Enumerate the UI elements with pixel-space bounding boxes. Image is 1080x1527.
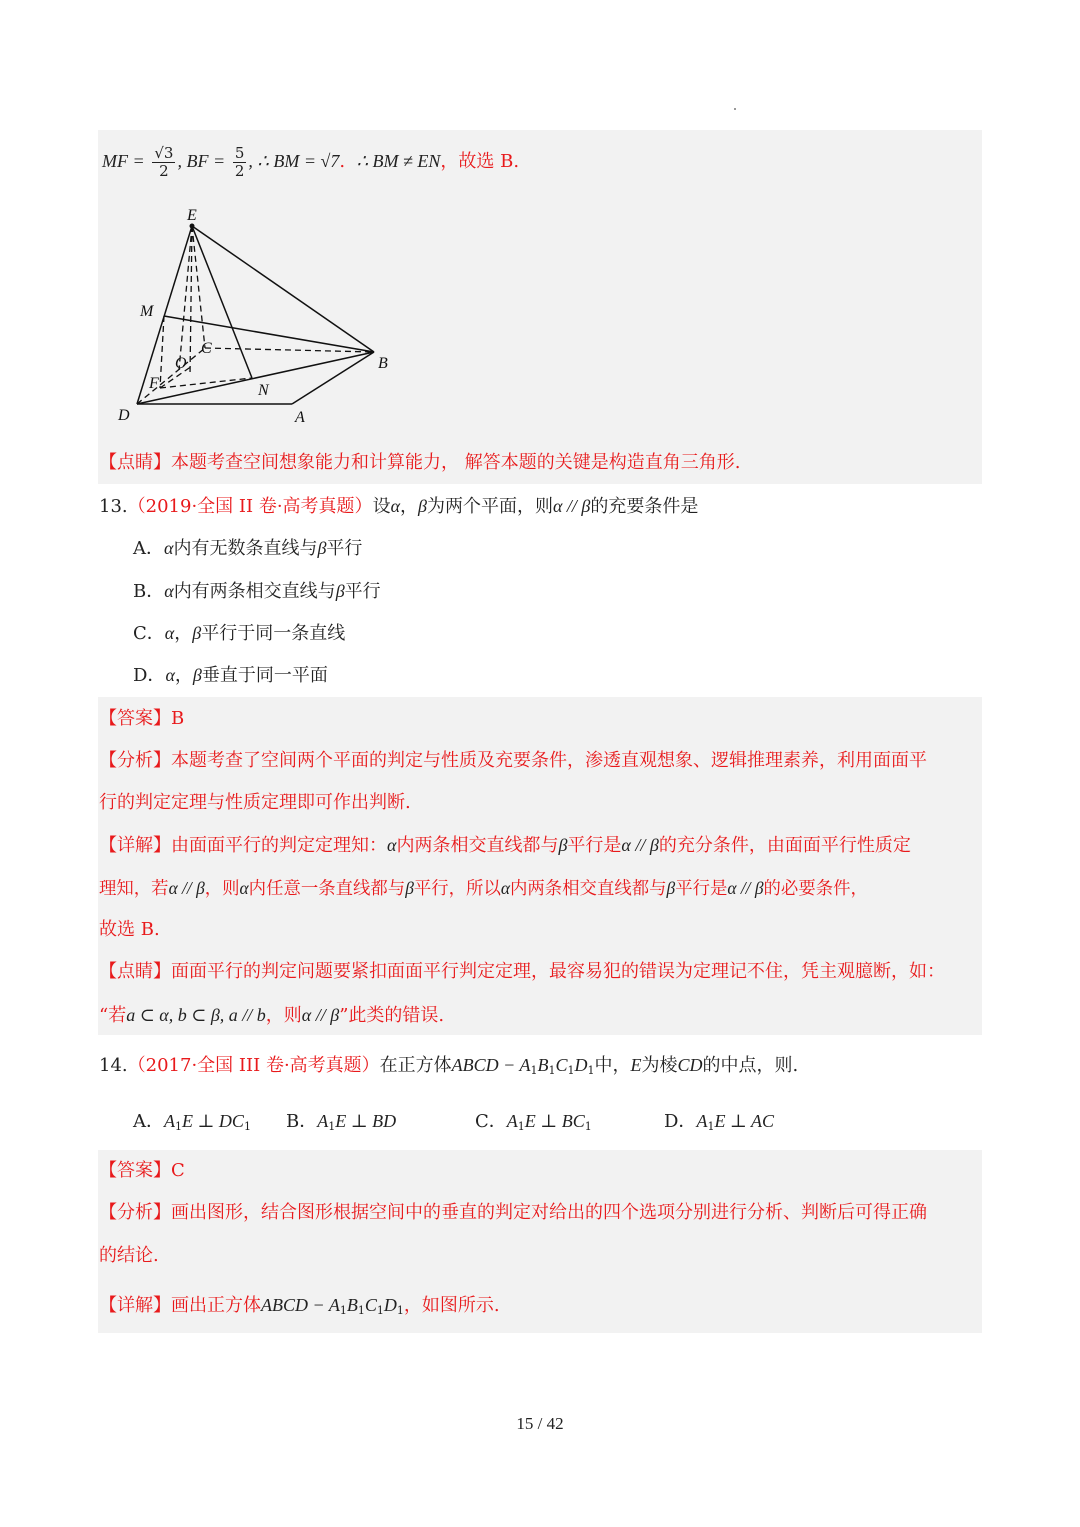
q14-text: 在正方体: [379, 1055, 452, 1076]
detail-text: 理知，若: [99, 879, 169, 899]
option-text: 内有无数条直线与: [173, 538, 318, 559]
detail-text: 故选 B.: [99, 919, 160, 940]
q13-option-d[interactable]: [133, 662, 328, 689]
detail-math: α // β: [621, 835, 659, 855]
option-text: 平行: [344, 581, 381, 602]
subscript: 1: [707, 1120, 715, 1133]
detail-math: β: [405, 878, 414, 898]
option-math: E ⊥ DC: [182, 1111, 244, 1131]
option-math: α: [164, 581, 174, 601]
q13-detail-1: [99, 832, 911, 859]
detail-text: 的必要条件，: [763, 879, 868, 899]
analysis-text: 本题考查了空间两个平面的判定与性质及充要条件，渗透直观想象、逻辑推理素养，利用面面平: [171, 750, 927, 771]
q13-option-c[interactable]: [133, 620, 345, 647]
option-math: β: [335, 581, 345, 601]
option-math: β: [317, 538, 327, 558]
option-math: α: [165, 665, 175, 685]
option-math: E ⊥ AC: [714, 1111, 775, 1131]
detail-math: α // β: [727, 878, 764, 898]
dianjing-text: 本题考查空间想象能力和计算能力， 解答本题的关键是构造直角三角形.: [171, 452, 741, 473]
detail-text: 由面面平行的判定定理知：: [171, 835, 387, 856]
q14-text: 中，: [594, 1055, 631, 1076]
detail-math: α: [239, 878, 249, 898]
subscript: 1: [376, 1304, 384, 1317]
option-math: A: [317, 1111, 329, 1131]
q14-option-c[interactable]: [475, 1108, 592, 1140]
detail-text: 平行是: [675, 879, 728, 899]
option-letter: D．: [133, 665, 166, 686]
formula-line: [102, 138, 519, 185]
option-letter: B．: [286, 1111, 318, 1132]
option-text: ，: [174, 623, 193, 644]
answer-value: B: [171, 708, 185, 729]
q14-option-a[interactable]: [133, 1108, 251, 1140]
pyramid-figure: [112, 200, 412, 430]
q14-option-b[interactable]: [286, 1108, 396, 1140]
option-math: E ⊥ BD: [335, 1111, 397, 1131]
subscript: 1: [587, 1064, 595, 1077]
fraction-5-over-2: $\frac{5}{2}$: [234, 143, 245, 180]
subscript: 1: [584, 1120, 592, 1133]
analysis-text: 行的判定定理与性质定理即可作出判断.: [99, 792, 411, 813]
q13-analysis-1: [99, 748, 927, 774]
dianjing-text: ”此类的错误.: [339, 1005, 445, 1026]
q13-analysis-2: [99, 790, 411, 816]
label-D: D: [118, 407, 130, 424]
q14-source: （2017·全国 III 卷·高考真题）: [127, 1055, 380, 1076]
detail-math: β: [666, 878, 676, 898]
detail-tag: 【详解】: [99, 835, 171, 856]
q13-source: （2019·全国 II 卷·高考真题）: [127, 496, 373, 517]
q13-option-b[interactable]: [133, 578, 381, 605]
conclusion-math: ∴ BM ≠ EN: [356, 151, 441, 171]
q13-number: 13.: [99, 496, 128, 517]
detail-math: α: [387, 835, 397, 855]
q14-cube: D: [574, 1055, 588, 1075]
detail-text: 内任意一条直线都与: [248, 879, 406, 899]
q13-option-a[interactable]: [133, 535, 362, 562]
conclusion-text: ，故选 B.: [440, 151, 520, 172]
q13-stem: [99, 493, 698, 520]
analysis-tag: 【分析】: [99, 1202, 171, 1223]
analysis-text: 画出图形，结合图形根据空间中的垂直的判定对给出的四个选项分别进行分析、判断后可得正确: [171, 1202, 927, 1223]
subscript: 1: [530, 1064, 538, 1077]
q13-comma: ，: [400, 496, 419, 517]
q13-dianjing-2: [99, 1002, 444, 1029]
label-C: C: [201, 340, 212, 357]
stray-dot: [734, 108, 736, 110]
detail-cube: B: [346, 1295, 358, 1315]
option-text: 平行于同一条直线: [201, 623, 346, 644]
option-math: A: [164, 1111, 175, 1131]
q14-text: 为棱: [641, 1055, 678, 1076]
option-math: α: [164, 538, 174, 558]
q14-stem: [99, 1052, 798, 1084]
option-text: 平行: [326, 538, 363, 559]
dianjing-1: [99, 450, 740, 476]
detail-text: 的充分条件，由面面平行性质定: [658, 835, 911, 856]
option-letter: C．: [475, 1111, 507, 1132]
subscript: 1: [567, 1064, 575, 1077]
answer-tag: 【答案】: [99, 708, 171, 729]
label-M: M: [140, 303, 154, 320]
q14-cd: CD: [677, 1055, 703, 1075]
detail-text: 内两条相交直线都与: [396, 835, 559, 856]
page-number: 15 / 42: [516, 1414, 564, 1433]
dianjing-text: “若: [99, 1005, 127, 1026]
q14-analysis-1: [99, 1200, 927, 1226]
fraction-sqrt3-over-2: $\frac{√3}{2}$: [154, 143, 174, 180]
option-math: A: [696, 1111, 708, 1131]
q13-text-2: 为两个平面，则: [426, 496, 553, 517]
dianjing-text: ，则: [265, 1005, 302, 1026]
option-letter: A．: [133, 1111, 164, 1132]
answer-value: C: [171, 1160, 185, 1181]
q13-beta: β: [418, 496, 427, 516]
q14-e: E: [630, 1055, 642, 1075]
formula-period: .: [339, 151, 346, 172]
option-text: ，: [174, 665, 193, 686]
label-N: N: [258, 382, 269, 399]
detail-text: 画出正方体: [171, 1295, 261, 1316]
q13-alpha: α: [390, 496, 401, 516]
option-math: β: [192, 665, 202, 685]
q14-cube: C: [555, 1055, 568, 1075]
q13-detail-3: [99, 917, 160, 943]
label-E: E: [187, 207, 197, 224]
label-B: B: [378, 355, 388, 372]
detail-cube: ABCD − A: [261, 1295, 340, 1315]
q13-dianjing-1: [99, 959, 945, 985]
analysis-tag: 【分析】: [99, 750, 171, 771]
subscript: 1: [339, 1304, 347, 1317]
q14-cube: ABCD − A: [451, 1055, 531, 1075]
subscript: 1: [328, 1120, 336, 1133]
option-letter: B．: [133, 581, 165, 602]
detail-text: ，则: [204, 879, 240, 899]
option-letter: A．: [133, 538, 164, 559]
dianjing-tag: 【点睛】: [99, 961, 171, 982]
detail-text: 平行，所以: [413, 879, 501, 899]
option-letter: D．: [664, 1111, 697, 1132]
q13-text-3: 的充要条件是: [590, 496, 699, 517]
detail-math: α // β: [168, 878, 205, 898]
subscript: 1: [396, 1304, 404, 1317]
formula-mf: MF =: [102, 151, 145, 171]
option-text: 内有两条相交直线与: [173, 581, 336, 602]
dianjing-tag: 【点睛】: [99, 452, 171, 473]
q13-text-1: 设: [372, 496, 391, 517]
q13-detail-2: [99, 875, 868, 902]
subscript: 1: [517, 1120, 525, 1133]
detail-text: ，如图所示.: [403, 1295, 500, 1316]
q13-parallel: α // β: [552, 496, 591, 516]
option-math: α: [164, 623, 175, 643]
analysis-text: 的结论.: [99, 1245, 159, 1266]
subscript: 1: [357, 1304, 365, 1317]
q13-answer: [99, 706, 184, 732]
option-math: β: [192, 623, 202, 643]
detail-text: 平行是: [567, 835, 622, 856]
formula-bf: , BF =: [177, 151, 226, 171]
detail-cube: D: [383, 1295, 397, 1315]
option-text: 垂直于同一平面: [201, 665, 328, 686]
detail-math: β: [558, 835, 568, 855]
option-math: A: [506, 1111, 518, 1131]
option-math: E ⊥ BC: [524, 1111, 585, 1131]
q14-option-d[interactable]: [664, 1108, 774, 1140]
q14-analysis-2: [99, 1243, 159, 1269]
q14-text: 的中点，则.: [702, 1055, 799, 1076]
dianjing-text: 面面平行的判定问题要紧扣面面平行判定定理，最容易犯的错误为定理记不住，凭主观臆断，如：: [171, 961, 945, 982]
label-A: A: [295, 409, 305, 426]
subscript: 1: [175, 1120, 182, 1133]
dianjing-math: a ⊂ α, b ⊂ β, a // b: [126, 1005, 266, 1025]
detail-text: 内两条相交直线都与: [509, 879, 667, 899]
q14-detail: [99, 1292, 500, 1324]
formula-bm: , ∴ BM = √7: [248, 151, 340, 171]
q14-number: 14.: [99, 1055, 128, 1076]
q14-cube: B: [537, 1055, 549, 1075]
detail-math: α: [500, 878, 510, 898]
dianjing-math: α // β: [301, 1005, 340, 1025]
subscript: 1: [548, 1064, 556, 1077]
q14-answer: [99, 1158, 185, 1184]
label-F: F: [149, 375, 159, 392]
answer-tag: 【答案】: [99, 1160, 171, 1181]
subscript: 1: [243, 1120, 251, 1133]
detail-tag: 【详解】: [99, 1295, 171, 1316]
detail-cube: C: [364, 1295, 377, 1315]
label-O: O: [175, 355, 187, 372]
option-letter: C．: [133, 623, 165, 644]
